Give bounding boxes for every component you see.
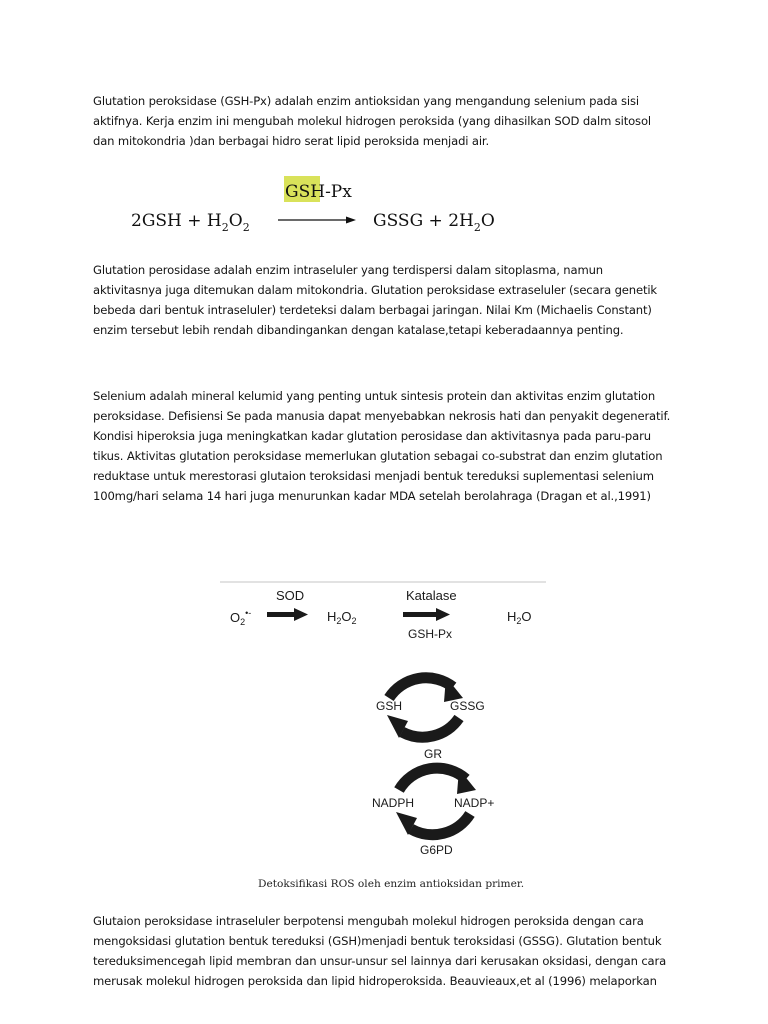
nadph-to-nadp-arrow: [399, 768, 466, 790]
katalase-arrow: [403, 608, 450, 621]
text-line: Selenium adalah mineral kelumid yang penting untuk sintesis protein dan aktivitas enzim glutation: [93, 389, 656, 403]
gssg-to-gsh-arrow: [402, 718, 459, 737]
paragraph-4: [93, 911, 683, 991]
text-line: Glutation peroksidase (GSH-Px) adalah enzim antioksidan yang mengandung selenium pada sisi: [93, 94, 639, 108]
paragraph-2: [93, 260, 683, 340]
hydrogen-peroxide-label: $H_2O_2$: [327, 609, 357, 626]
text-line: Glutation perosidase adalah enzim intraseluler yang terdispersi dalam sitoplasma, namun: [93, 263, 603, 277]
gsh-label: GSH: [376, 699, 403, 713]
text-line: 100mg/hari selama 14 hari juga menurunkan kadar MDA setelah berolahraga (Dragan et al.,1991): [93, 489, 651, 503]
gr-label: GR: [424, 747, 442, 761]
figure-caption: Detoksifikasi ROS oleh enzim antioksidan primer.: [258, 878, 525, 890]
gsh-px-reaction-equation: [120, 170, 540, 240]
gssg-label: GSSG: [450, 699, 485, 713]
gsh-px-label: GSH-Px: [408, 627, 453, 641]
text-line: bebeda dari bentuk intraseluler) terdeteksi dalam berbagai jaringan. Nilai Km (Michaelis Constant): [93, 303, 652, 317]
text-line: mengoksidasi glutation bentuk tereduksi (GSH)menjadi bentuk teroksidasi (GSSG). Glutation bentuk: [93, 934, 662, 948]
sod-label: SOD: [276, 588, 305, 603]
text-line: Kondisi hiperoksia juga meningkatkan kadar glutation perosidase dan aktivitasnya pada paru-paru: [93, 429, 651, 443]
g6pd-label: G6PD: [420, 843, 453, 857]
products: GSSG + $2H_2O$: [373, 211, 495, 234]
enzyme-label: GSH-Px: [285, 182, 352, 202]
text-line: aktivitasnya juga ditemukan dalam mitokondria. Glutation peroksidase extraseluler (secara genetik: [93, 283, 657, 297]
reactants: $2GSH + H_2O_2$: [131, 211, 250, 234]
text-line: tereduksimencegah lipid membran dan unsur-unsur sel lainnya dari kerusakan oksidasi, dengan cara: [93, 954, 667, 968]
gsh-to-gssg-arrow: [389, 678, 453, 698]
ros-detoxification-figure: [218, 580, 548, 900]
paragraph-3: [93, 386, 683, 506]
sod-arrow: [267, 608, 308, 621]
text-line: Glutaion peroksidase intraseluler berpotensi mengubah molekul hidrogen peroksida dengan cara: [93, 914, 644, 928]
text-line: aktifnya. Kerja enzim ini mengubah molekul hidrogen peroksida (yang dihasilkan SOD dalm sitosol: [93, 114, 651, 128]
text-line: peroksidase. Defisiensi Se pada manusia dapat menyebabkan nekrosis hati dan penyakit degeneratif.: [93, 409, 671, 423]
nadp-to-nadph-arrow: [411, 814, 470, 835]
text-line: enzim tersebut lebih rendah dibandingankan dengan katalase,tetapi keberadaannya penting.: [93, 323, 624, 337]
water-label: $H_2O$: [507, 609, 532, 626]
superoxide-label: $O_2^{•-}$: [230, 608, 252, 627]
text-line: reduktase untuk merestorasi glutaion teroksidasi menjadi bentuk tereduksi suplementasi selenium: [93, 469, 654, 483]
nadph-label: NADPH: [372, 796, 415, 810]
katalase-label: Katalase: [406, 588, 457, 603]
paragraph-1: [93, 91, 683, 151]
reaction-arrow: [278, 217, 356, 224]
text-line: merusak molekul hidrogen peroksida dan lipid hidroperoksida. Beauvieaux,et al (1996) melaporkan: [93, 974, 657, 988]
text-line: dan mitokondria )dan berbagai hidro serat lipid peroksida menjadi air.: [93, 134, 490, 148]
text-line: tikus. Aktivitas glutation peroksidase memerlukan glutation sebagai co-substrat dan enzim glutation: [93, 449, 663, 463]
nadp-plus-label: NADP+: [454, 796, 495, 810]
